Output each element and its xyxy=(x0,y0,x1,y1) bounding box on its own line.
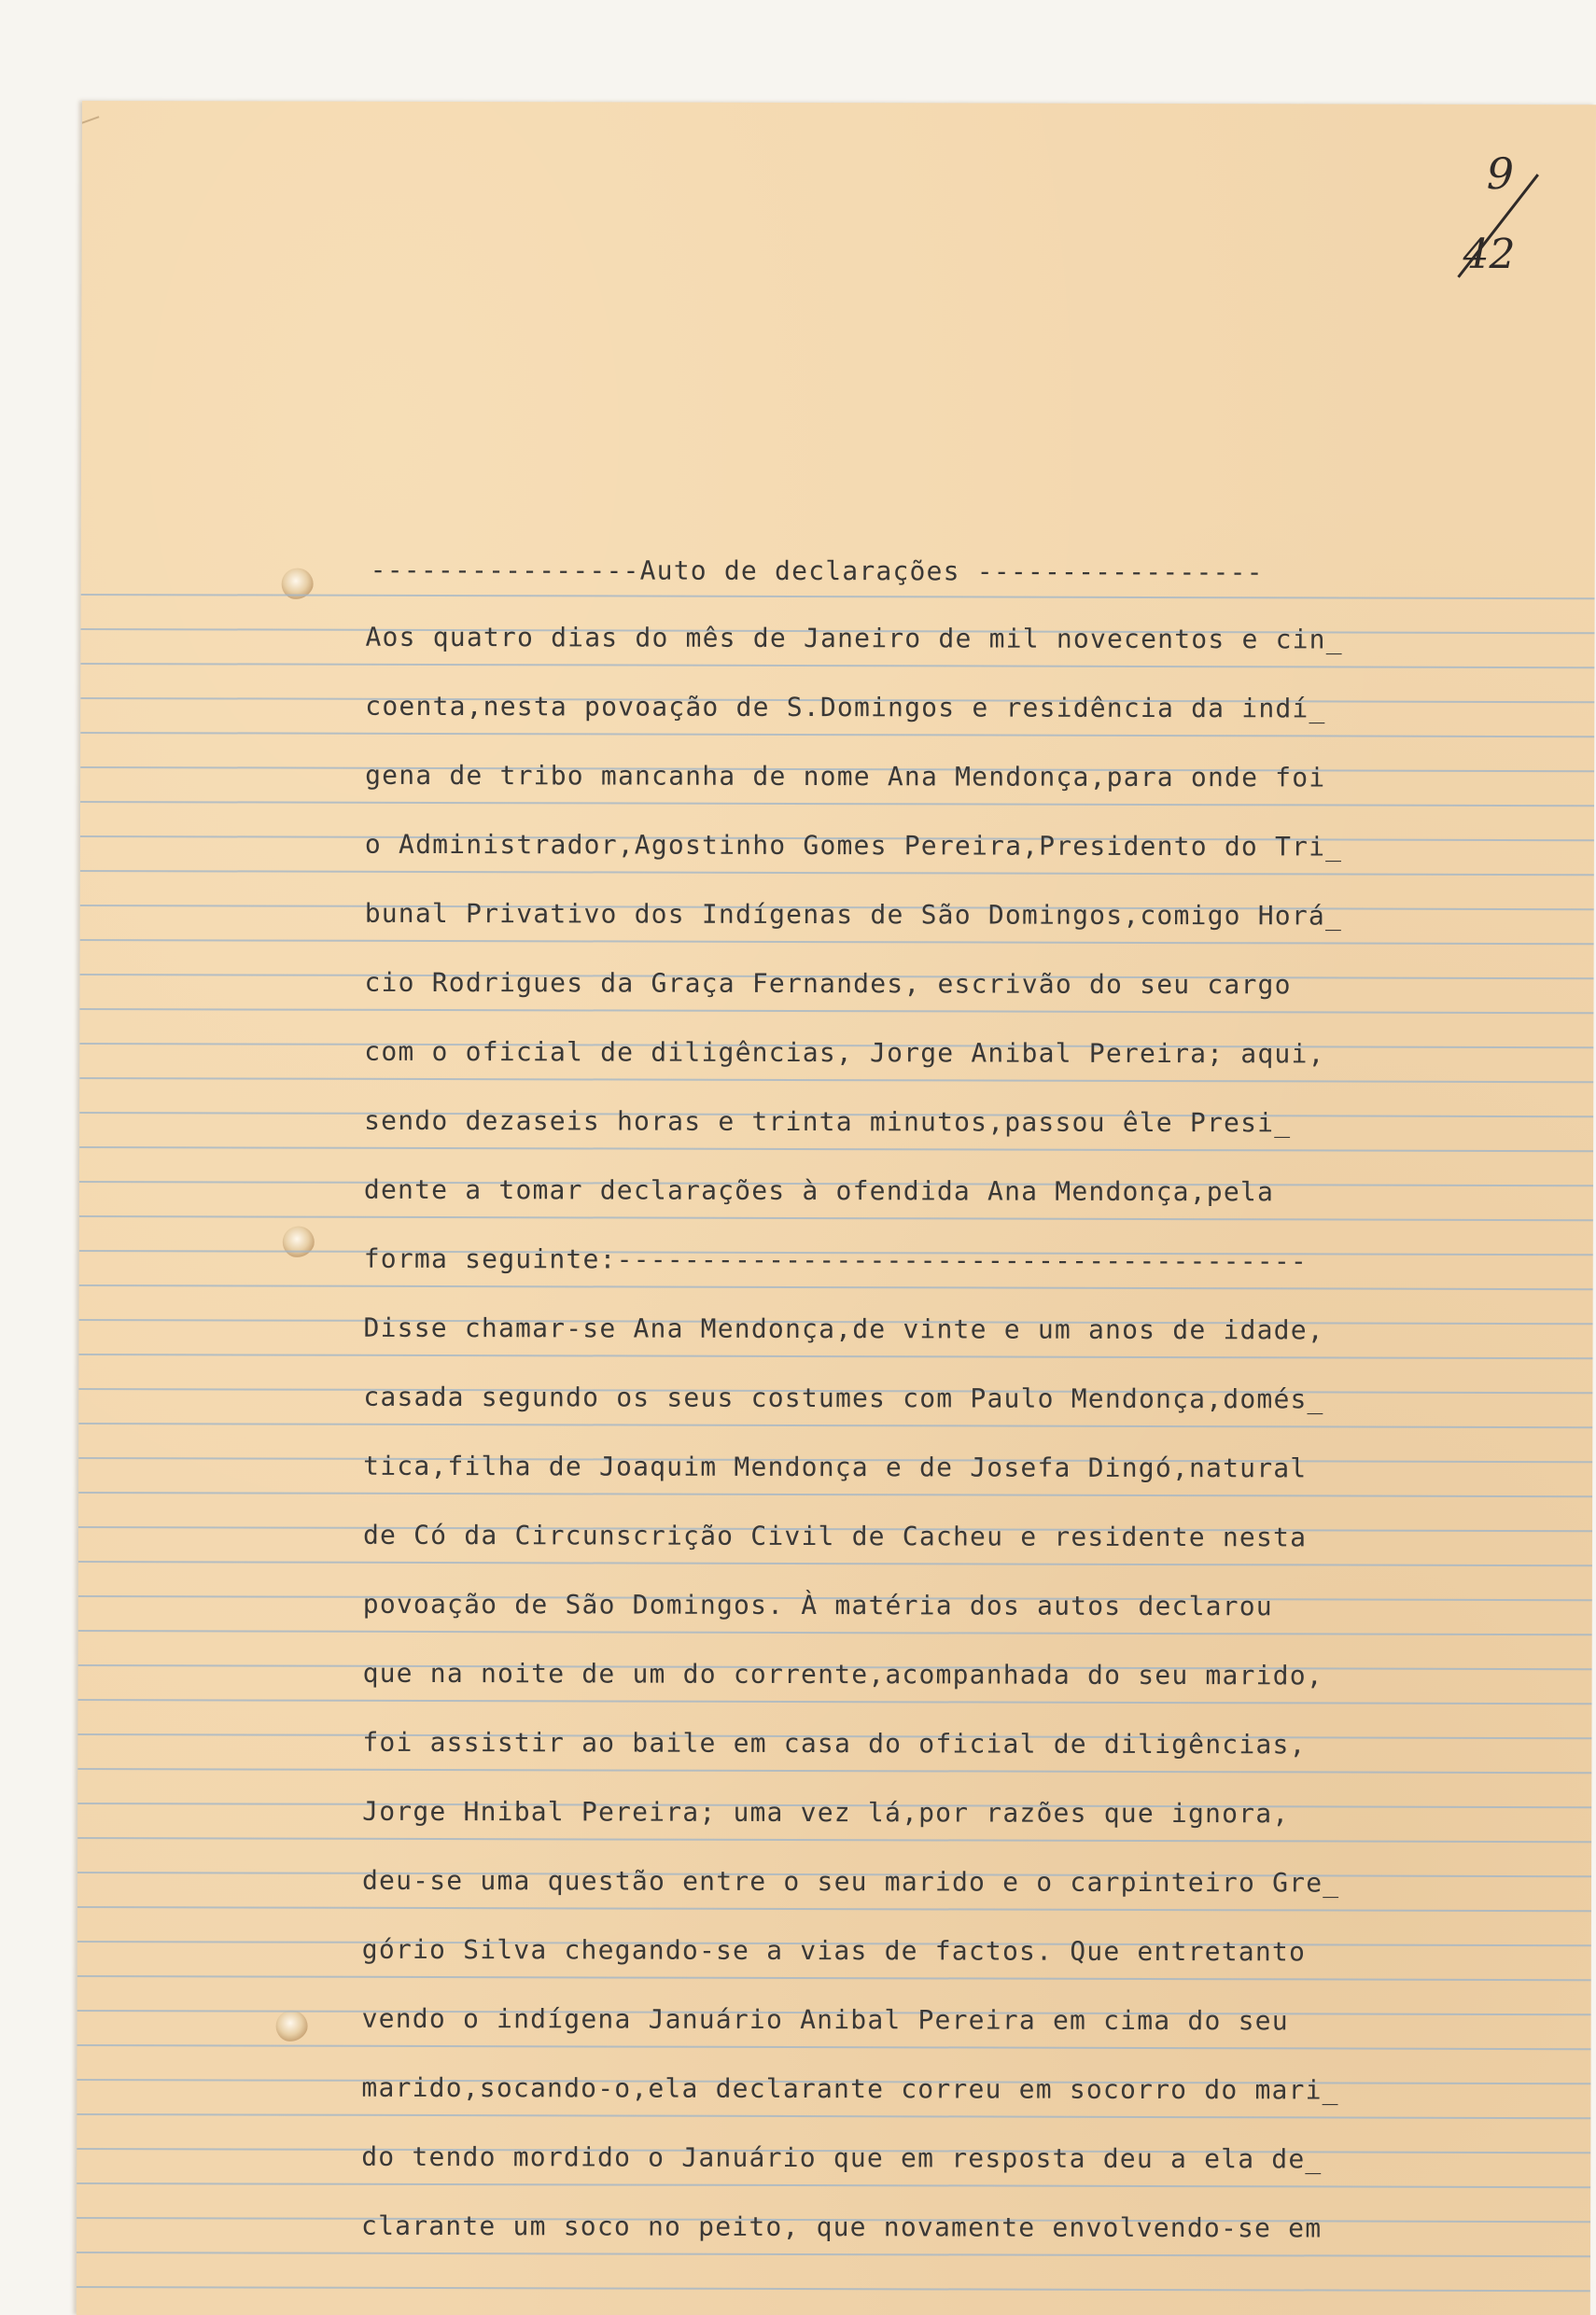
document-line: marido,socando-o,ela declarante correu em socorro do mari_ xyxy=(361,2071,1339,2106)
document-title: ----------------Auto de declarações ----------------- xyxy=(370,554,1264,588)
ruled-line xyxy=(77,2044,1591,2050)
document-line: povoação de São Domingos. À matéria dos autos declarou xyxy=(362,1588,1273,1622)
ruled-line xyxy=(80,939,1594,945)
document-line: forma seguinte:----------------------------------------- xyxy=(363,1242,1309,1277)
document-line: gório Silva chegando-se a vias de factos. Que entretanto xyxy=(361,1933,1307,1968)
ruled-line xyxy=(77,2252,1590,2257)
ruled-lines xyxy=(82,101,1596,105)
ruled-line xyxy=(78,1423,1592,1428)
document-line: deu-se uma questão entre o seu marido e o carpinteiro Gre_ xyxy=(361,1864,1340,1899)
ruled-line xyxy=(77,1975,1591,1981)
document-line: cio Rodrigues da Graça Fernandes, escrivão do seu cargo xyxy=(364,966,1292,1001)
document-line: foi assistir ao baile em casa do oficial de diligências, xyxy=(362,1726,1307,1761)
document-line: tica,filha de Joaquim Mendonça e de Josefa Dingó,natural xyxy=(363,1450,1308,1484)
ruled-line xyxy=(80,870,1594,876)
ruled-line xyxy=(78,1561,1592,1566)
document-line: clarante um soco no peito, que novamente envolvendo-se em xyxy=(360,2210,1323,2244)
document-line: vendo o indígena Januário Anibal Pereira em cima do seu xyxy=(361,2002,1289,2037)
document-line: bunal Privativo dos Indígenas de São Domingos,comigo Horá_ xyxy=(364,897,1343,932)
ruled-line xyxy=(78,1354,1592,1359)
page-number-top: 9 xyxy=(1486,147,1515,200)
ruled-line xyxy=(79,1215,1593,1221)
handwritten-page-number xyxy=(1449,137,1551,305)
ruled-line xyxy=(77,1768,1591,1774)
document-line: que na noite de um do corrente,acompanhada do seu marido, xyxy=(362,1657,1323,1691)
document-line: Disse chamar-se Ana Mendonça,de vinte e um anos de idade, xyxy=(363,1312,1324,1346)
paper-crease xyxy=(77,116,105,142)
document-line: com o oficial de diligências, Jorge Anibal Pereira; aqui, xyxy=(364,1035,1325,1070)
ruled-line xyxy=(80,732,1594,737)
ruled-line xyxy=(77,1906,1591,1912)
document-line: casada segundo os seus costumes com Paulo Mendonça,domés_ xyxy=(363,1381,1324,1415)
document-line: dente a tomar declarações à ofendida Ana Mendonça,pela xyxy=(363,1173,1275,1208)
ruled-line xyxy=(78,1630,1592,1635)
ruled-line xyxy=(81,594,1595,599)
ruled-line xyxy=(77,2113,1590,2119)
ruled-line xyxy=(79,1146,1593,1152)
ruled-line xyxy=(79,1008,1593,1014)
ruled-line xyxy=(77,1837,1591,1843)
ruled-line xyxy=(80,801,1594,807)
document-line: sendo dezaseis horas e trinta minutos,passou êle Presi_ xyxy=(364,1104,1292,1139)
document-line: Aos quatro dias do mês de Janeiro de mil novecentos e cin_ xyxy=(365,621,1343,655)
document-line: o Administrador,Agostinho Gomes Pereira,Presidento do Tri_ xyxy=(364,828,1343,863)
document-line: Jorge Hnibal Pereira; uma vez lá,por razões que ignora, xyxy=(362,1795,1290,1830)
ruled-line xyxy=(78,1492,1592,1497)
ruled-line xyxy=(78,1699,1592,1705)
ruled-line xyxy=(77,2286,1590,2292)
punch-hole-middle xyxy=(283,1227,315,1258)
document-line: coenta,nesta povoação de S.Domingos e residência da indí_ xyxy=(365,690,1326,724)
ruled-line xyxy=(80,663,1594,668)
punch-hole-bottom xyxy=(276,2011,308,2042)
ruled-line xyxy=(79,1077,1593,1083)
document-line: do tendo mordido o Januário que em resposta deu a ela de_ xyxy=(361,2140,1323,2175)
page-number-bottom: 42 xyxy=(1463,230,1516,279)
document-page xyxy=(77,101,1596,2315)
ruled-line xyxy=(79,1284,1593,1290)
document-line: de Có da Circunscrição Civil de Cacheu e residente nesta xyxy=(362,1519,1308,1553)
document-line: gena de tribo mancanha de nome Ana Mendonça,para onde foi xyxy=(365,759,1326,793)
ruled-line xyxy=(77,2182,1590,2188)
